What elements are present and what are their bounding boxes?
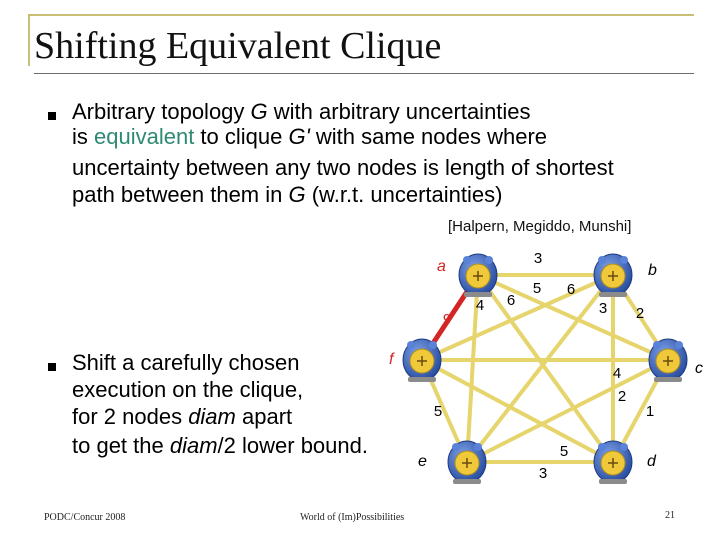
node-c-label: c xyxy=(695,360,703,377)
node-f-label: f xyxy=(389,351,394,368)
page-number: 21 xyxy=(665,510,675,521)
node-d-icon xyxy=(594,441,632,484)
text-run: to get the xyxy=(72,433,170,458)
footer-conference: PODC/Concur 2008 xyxy=(44,512,126,523)
var-diam: diam xyxy=(169,433,218,458)
footer-talk-title: World of (Im)Possibilities xyxy=(300,512,405,523)
text-run: to clique xyxy=(194,124,289,149)
edge-weight-a-b: 3 xyxy=(533,250,543,267)
node-d-label: d xyxy=(647,453,656,470)
var-g-prime: G' xyxy=(288,124,310,149)
edge-weight-a-d: 5 xyxy=(559,443,569,460)
edge-weight-b-e: 3 xyxy=(598,300,608,317)
node-b-icon xyxy=(594,254,632,297)
text-run: path between them in xyxy=(72,182,289,207)
edge-weight-f-d: 6 xyxy=(566,281,576,298)
text-run: /2 lower bound. xyxy=(217,433,368,458)
text-run: apart xyxy=(235,404,293,429)
edge-weight-f-a: 9 xyxy=(442,311,452,328)
node-e-label: e xyxy=(418,453,427,470)
edge-weight-b-c: 2 xyxy=(635,305,645,322)
var-g: G xyxy=(288,182,306,207)
edge-weight-f-b: 6 xyxy=(506,292,516,309)
equivalent-link[interactable]: equivalent xyxy=(94,124,195,149)
edge-weight-a-e: 4 xyxy=(475,297,485,314)
edge-weight-c-d: 1 xyxy=(645,403,655,420)
node-c-icon xyxy=(649,339,687,382)
text-run: with arbitrary uncertainties xyxy=(267,99,531,124)
text-run: is xyxy=(72,124,94,149)
text-run: for 2 nodes xyxy=(72,404,189,429)
node-e-icon xyxy=(448,441,486,484)
bullet-2-line-2: execution on the clique, xyxy=(72,377,304,402)
edge-weight-d-e: 3 xyxy=(538,465,548,482)
text-run: with same nodes where xyxy=(309,124,548,149)
edge-weight-e-c: 2 xyxy=(617,388,627,405)
edge-f-d xyxy=(422,360,613,462)
edge-weight-b-d: 4 xyxy=(612,365,622,382)
citation: [Halpern, Megiddo, Munshi] xyxy=(448,218,632,235)
edge-weight-e-f: 5 xyxy=(433,403,443,420)
slide-title: Shifting Equivalent Clique xyxy=(34,25,442,67)
node-a-label: a xyxy=(437,258,446,275)
text-run: (w.r.t. uncertainties) xyxy=(305,182,503,207)
node-f-icon xyxy=(403,339,441,382)
node-a-icon xyxy=(459,254,497,297)
node-b-label: b xyxy=(648,262,657,279)
edge-layer xyxy=(422,275,668,462)
bullet-1-line-3: uncertainty between any two nodes is length of shortest xyxy=(72,155,614,180)
var-g: G xyxy=(250,99,268,124)
bullet-2-line-1: Shift a carefully chosen xyxy=(72,350,300,375)
var-diam: diam xyxy=(188,404,236,429)
text-run: Arbitrary topology xyxy=(72,99,251,124)
edge-weight-a-c: 5 xyxy=(532,280,542,297)
